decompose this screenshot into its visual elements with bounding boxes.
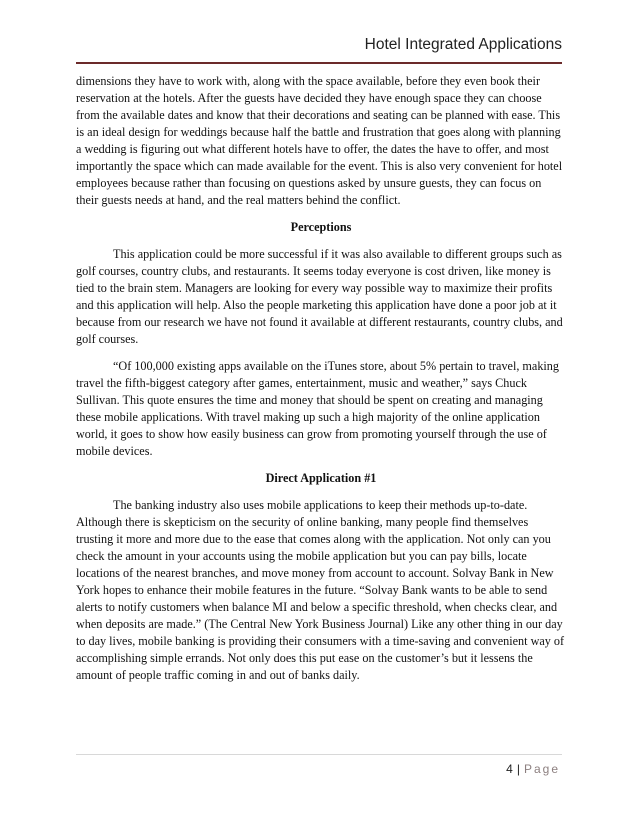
- footer-separator: |: [516, 762, 520, 776]
- section-heading-direct-application: Direct Application #1: [265, 471, 377, 485]
- paragraph-perceptions: This application could be more successful if it was also available to different groups such as golf courses, country clubs, and restaurants. It seems today everyone is cost driven, like money is tied to the brain stem. Managers are looking for every way possible way to maximize their profits and this application will help. Also the people marketing this application have done a poor job at it because from our research we have not found it available at different restaurants, country clubs, and golf courses.: [76, 247, 563, 346]
- page-label: Page: [523, 762, 560, 776]
- paragraph-continuation: dimensions they have to work with, along with the space available, before they even book their reservation at the hotels. After the guests have decided they have enough space they can choose from the available dates and know that their decorations and seating can be planned with ease. This is an ideal design for weddings because half the battle and frustration that goes along with planning a wedding is figuring out what different hotels have to offer, the dates the have to offer, and most importantly the space which can made available for the event. This is also very convenient for hotel employees because rather than focusing on questions asked by unsure guests, they can focus on their guests needs at hand, and the real matters behind the conflict.: [76, 74, 563, 207]
- paragraph-itunes-quote: “Of 100,000 existing apps available on the iTunes store, about 5% pertain to travel, making travel the fifth-biggest category after games, entertainment, music and weather,” says Chuck Sullivan. This quote ensures the time and money that should be spent on creating and managing these mobile applications. With travel making up such a high majority of the online application world, it goes to show how easily business can grow from promoting yourself through the use of mobile devices.: [76, 359, 559, 458]
- footer-rule: [76, 754, 562, 755]
- page-number: 4: [506, 762, 513, 776]
- section-heading-perceptions: Perceptions: [290, 220, 352, 234]
- paragraph-banking: The banking industry also uses mobile applications to keep their methods up-to-date. Although there is skepticism on the security of online banking, many people find themselves trusting it more and more due to the ease that comes along with the application. Not only can you check the amount in your accounts using the mobile application but you can pay bills, locate locations of the nearest branches, and move money from account to account. Solvay Bank in New York hopes to enhance their mobile features in the future. “Solvay Bank wants to be able to send alerts to notify customers when balance MI and below a specific threshold, when checks clear, and when deposits are made.” (The Central New York Business Journal) Like any other thing in our day to day lives, mobile banking is providing their consumers with a time-saving and convenient way of accomplishing simple errands. Not only does this put ease on the customer’s but it lessens the amount of people traffic coming in and out of banks daily.: [76, 498, 565, 682]
- header-rule: [76, 62, 562, 64]
- paragraph-spacer: [76, 348, 566, 358]
- running-header-title: Hotel Integrated Applications: [364, 36, 562, 53]
- page-footer: [506, 762, 560, 776]
- document-body: [76, 73, 566, 684]
